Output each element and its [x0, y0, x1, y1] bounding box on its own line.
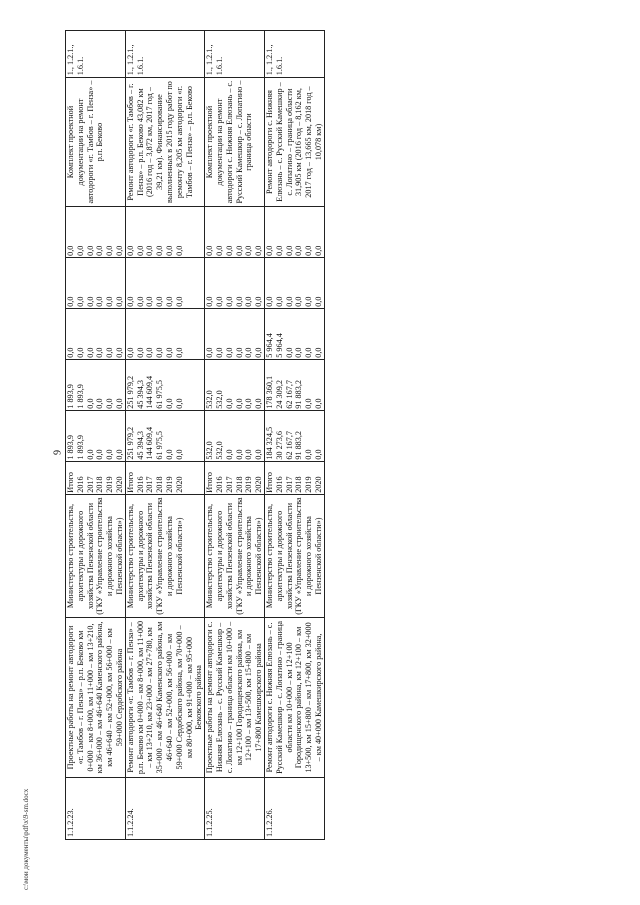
- year-list: [125, 461, 204, 494]
- funding-f2-value: 0,0: [244, 398, 254, 409]
- funding-f3-value: 0,0: [114, 347, 124, 358]
- funding-f4-value: 0,0: [105, 296, 115, 307]
- funding-f2-value: 45 394,3: [135, 380, 145, 409]
- funding-f4: [125, 257, 204, 308]
- table-row: [125, 31, 204, 840]
- year-list-value: 2018: [155, 476, 165, 493]
- funding-f5-value: 0,0: [66, 245, 75, 256]
- funding-f5-value: 0,0: [264, 245, 274, 256]
- funding-f4-value: 0,0: [164, 296, 174, 307]
- funding-f4-value: 0,0: [264, 296, 274, 307]
- file-path-footer: c:\мои документы\pdf\x\9-sm.docx: [22, 788, 30, 890]
- year-list-value: Итого: [264, 472, 274, 493]
- row-number: [125, 777, 204, 839]
- funding-f4: [205, 257, 265, 308]
- expected-result-text: Ремонт автодороги с. Нижняя Елюзань – с. Русский Камешкир – с. Лопатино – граница области 31,905 км (2016 год – 8,162 км, 2017 год – 13,665 км, 2018 год – 10,078 км): [264, 82, 323, 202]
- funding-f2-value: 251 979,2: [125, 375, 135, 409]
- funding-f2: [66, 359, 126, 410]
- year-list-value: 2018: [95, 476, 105, 493]
- funding-f3-value: 0,0: [205, 347, 215, 358]
- funding-f2-value: 0,0: [164, 398, 174, 409]
- funding-f3-value: 0,0: [125, 347, 135, 358]
- funding-f3-value: 0,0: [95, 347, 105, 358]
- year-list-value: 2019: [304, 476, 314, 493]
- funding-f5-value: 0,0: [114, 245, 124, 256]
- funding-f1-value: 61 975,5: [155, 430, 165, 460]
- indicator-link: [205, 31, 265, 78]
- funding-f1: [205, 410, 265, 461]
- year-list-value: Итого: [66, 472, 75, 493]
- funding-f3-value: 0,0: [174, 347, 184, 358]
- funding-f2: [205, 359, 265, 410]
- funding-f5-value: 0,0: [85, 245, 95, 256]
- funding-f1: [125, 410, 204, 461]
- row-number: [264, 777, 324, 839]
- funding-f1-value: 0,0: [224, 449, 234, 460]
- funding-f2-value: 144 609,4: [145, 375, 155, 409]
- funding-f5-value: 0,0: [155, 245, 165, 256]
- funding-f4-value: 0,0: [234, 296, 244, 307]
- funding-f5-value: 0,0: [105, 245, 115, 256]
- year-list-value: 2020: [114, 476, 124, 493]
- funding-f5-value: 0,0: [244, 245, 254, 256]
- funding-f2-value: 0,0: [95, 398, 105, 409]
- funding-f3-value: 0,0: [164, 347, 174, 358]
- program-activities-table: [65, 30, 325, 840]
- funding-f1-value: 62 167,7: [284, 430, 294, 460]
- funding-f1-value: 0,0: [174, 449, 184, 460]
- executor-text: Министерство строительства, архитектуры и дорожного хозяйства Пензенской области (ГКУ «Управление строительства и дорожного хозяйства Пензенской области»): [66, 497, 124, 615]
- funding-f5-value: 0,0: [304, 245, 314, 256]
- year-list-value: Итого: [125, 472, 135, 493]
- funding-f4-value: 0,0: [313, 296, 323, 307]
- funding-f5-value: 0,0: [274, 245, 284, 256]
- funding-f3: [125, 308, 204, 359]
- funding-f1: [66, 410, 126, 461]
- year-list-value: 2017: [145, 476, 155, 493]
- funding-f4-value: 0,0: [254, 296, 264, 307]
- funding-f2-value: 0,0: [313, 398, 323, 409]
- work-description-text: Проектные работы на ремонт автодороги с. Нижняя Елюзань – с. Русский Камешкир – с. Лопатино – граница области км 10+000 – км 12+100 Городищенского района, км 12+100 – км 13+500, км 15+800 – км 17+800 Камешкирского района: [205, 621, 264, 774]
- executor-text: Министерство строительства, архитектуры и дорожного хозяйства Пензенской области (ГКУ «Управление строительства и дорожного хозяйства Пензенской области»): [205, 497, 264, 615]
- expected-result-text: Комплект проектной документации на ремонт автодороги с. Нижняя Елюзань – с. Русский Камешкир – с. Лопатино – граница области: [205, 80, 254, 204]
- funding-f2-value: 0,0: [114, 398, 124, 409]
- year-list-value: 2016: [274, 476, 284, 493]
- expected-result: [264, 78, 324, 207]
- funding-f5-value: 0,0: [224, 245, 234, 256]
- funding-f2-value: 24 309,2: [274, 380, 284, 409]
- funding-f1-value: 0,0: [244, 449, 254, 460]
- year-list-value: 2017: [85, 476, 95, 493]
- funding-f1-value: 1 893,9: [66, 435, 75, 460]
- year-list-value: 2018: [234, 476, 244, 493]
- funding-f1-value: 251 979,2: [125, 426, 135, 460]
- year-list-value: 2019: [164, 476, 174, 493]
- row-number-text: 1.1.2.23.: [66, 808, 75, 837]
- funding-f5-value: 0,0: [205, 245, 215, 256]
- year-list-value: Итого: [205, 472, 215, 493]
- funding-f3-value: 0,0: [313, 347, 323, 358]
- expected-result: [125, 78, 204, 207]
- funding-f2-value: 61 975,5: [155, 380, 165, 409]
- funding-f2-value: 0,0: [85, 398, 95, 409]
- funding-f1-value: 1 893,9: [75, 435, 85, 460]
- funding-f3-value: 5 964,4: [274, 333, 284, 358]
- funding-f3: [66, 308, 126, 359]
- funding-f3: [264, 308, 324, 359]
- year-list-value: 2016: [135, 476, 145, 493]
- year-list-value: 2017: [284, 476, 294, 493]
- funding-f5-value: 0,0: [95, 245, 105, 256]
- table-body: [66, 31, 325, 840]
- funding-f4-value: 0,0: [224, 296, 234, 307]
- funding-f2-value: 0,0: [254, 398, 264, 409]
- funding-f1-value: 0,0: [313, 449, 323, 460]
- funding-f3-value: 0,0: [145, 347, 155, 358]
- funding-f3-value: 0,0: [304, 347, 314, 358]
- funding-f3-value: 5 964,4: [264, 333, 274, 358]
- funding-f1: [264, 410, 324, 461]
- funding-f1-value: 30 273,6: [274, 430, 284, 460]
- funding-f3-value: 0,0: [105, 347, 115, 358]
- executor: [205, 494, 265, 618]
- funding-f2: [264, 359, 324, 410]
- expected-result: [205, 78, 265, 207]
- row-number-text: 1.1.2.26.: [264, 808, 274, 837]
- funding-f4-value: 0,0: [145, 296, 155, 307]
- year-list-value: 2016: [75, 476, 85, 493]
- funding-f4-value: 0,0: [274, 296, 284, 307]
- year-list-value: 2018: [294, 476, 304, 493]
- funding-f4-value: 0,0: [205, 296, 215, 307]
- work-description-text: Ремонт автодороги «г. Тамбов – г. Пенза» – р.п. Беково км 0+000 – км 8+000, км 11+000 – км 13+210, км 23+000 – км 27+780, км 35+000 – км 46+640 Каменского района, км 46+640 – км 52+000, км 56+000 – км 59+000 Сердобского района, км 70+000 – км 80+000, км 91+000 – км 95+000 Бековского района: [125, 620, 204, 775]
- funding-f5-value: 0,0: [174, 245, 184, 256]
- funding-f4-value: 0,0: [85, 296, 95, 307]
- funding-f4: [66, 257, 126, 308]
- work-description: [264, 618, 324, 777]
- funding-f1-value: 144 609,4: [145, 426, 155, 460]
- funding-f5: [125, 206, 204, 257]
- work-description: [125, 618, 204, 777]
- indicator-link: [125, 31, 204, 78]
- funding-f1-value: 0,0: [95, 449, 105, 460]
- funding-f3-value: 0,0: [155, 347, 165, 358]
- funding-f2-value: 0,0: [304, 398, 314, 409]
- funding-f3-value: 0,0: [85, 347, 95, 358]
- rotated-table-wrapper: [65, 30, 605, 840]
- funding-f3-value: 0,0: [284, 347, 294, 358]
- funding-f3-value: 0,0: [214, 347, 224, 358]
- row-number-text: 1.1.2.24.: [125, 808, 135, 837]
- funding-f4-value: 0,0: [244, 296, 254, 307]
- funding-f2-value: 532,0: [205, 390, 215, 409]
- funding-f4-value: 0,0: [135, 296, 145, 307]
- indicator-link-text: 1., 1.2.1., 1.6.1.: [264, 44, 284, 76]
- funding-f4-value: 0,0: [304, 296, 314, 307]
- row-number: [66, 777, 126, 839]
- funding-f2-value: 0,0: [234, 398, 244, 409]
- year-list-value: 2020: [174, 476, 184, 493]
- funding-f4-value: 0,0: [114, 296, 124, 307]
- funding-f2-value: 91 883,2: [294, 380, 304, 409]
- funding-f1-value: 0,0: [105, 449, 115, 460]
- funding-f1-value: 0,0: [254, 449, 264, 460]
- funding-f2: [125, 359, 204, 410]
- funding-f2-value: 62 167,7: [284, 380, 294, 409]
- funding-f3-value: 0,0: [66, 347, 75, 358]
- funding-f5-value: 0,0: [294, 245, 304, 256]
- work-description-text: Проектные работы на ремонт автодороги «г. Тамбов – г. Пенза» – р.п. Беково км 0+000 – км 8+000, км 11+000 – км 13+210, км 36+000 – км 46+640 Каменского района, км 46+640 – км 52+000, км 56+000 – км 59+000 Сердобского района: [66, 621, 124, 774]
- funding-f4-value: 0,0: [66, 296, 75, 307]
- funding-f1-value: 0,0: [304, 449, 314, 460]
- funding-f3-value: 0,0: [294, 347, 304, 358]
- funding-f5: [205, 206, 265, 257]
- funding-f4-value: 0,0: [95, 296, 105, 307]
- funding-f3-value: 0,0: [244, 347, 254, 358]
- funding-f5-value: 0,0: [214, 245, 224, 256]
- page-number: 9: [52, 450, 64, 455]
- funding-f5-value: 0,0: [145, 245, 155, 256]
- funding-f5-value: 0,0: [164, 245, 174, 256]
- funding-f4-value: 0,0: [284, 296, 294, 307]
- funding-f5-value: 0,0: [284, 245, 294, 256]
- year-list-value: 2020: [254, 476, 264, 493]
- funding-f1-value: 532,0: [205, 441, 215, 460]
- funding-f4-value: 0,0: [75, 296, 85, 307]
- expected-result-text: Комплект проектной документации на ремонт автодороги «г. Тамбов – г. Пенза» – р.п. Беково: [66, 80, 105, 204]
- funding-f1-value: 0,0: [85, 449, 95, 460]
- funding-f2-value: 178 360,1: [264, 375, 274, 409]
- funding-f1-value: 45 394,3: [135, 430, 145, 460]
- year-list-value: 2016: [214, 476, 224, 493]
- indicator-link: [264, 31, 324, 78]
- funding-f2-value: 0,0: [174, 398, 184, 409]
- funding-f3-value: 0,0: [224, 347, 234, 358]
- executor-text: Министерство строительства, архитектуры и дорожного хозяйства Пензенской области (ГКУ «Управление строительства и дорожного хозяйства Пензенской области»): [125, 497, 184, 615]
- funding-f1-value: 0,0: [234, 449, 244, 460]
- table-row: [66, 31, 126, 840]
- executor: [66, 494, 126, 618]
- row-number-text: 1.1.2.25.: [205, 808, 215, 837]
- funding-f2-value: 0,0: [224, 398, 234, 409]
- year-list: [205, 461, 265, 494]
- funding-f1-value: 0,0: [114, 449, 124, 460]
- funding-f5-value: 0,0: [254, 245, 264, 256]
- table-row: [205, 31, 265, 840]
- funding-f5-value: 0,0: [313, 245, 323, 256]
- year-list-value: 2017: [224, 476, 234, 493]
- year-list-value: 2019: [244, 476, 254, 493]
- funding-f3-value: 0,0: [75, 347, 85, 358]
- funding-f4-value: 0,0: [294, 296, 304, 307]
- funding-f4-value: 0,0: [125, 296, 135, 307]
- funding-f5-value: 0,0: [125, 245, 135, 256]
- expected-result-text: Ремонт автодороги «г. Тамбов – г. Пенза» – р.п. Беково 43,082 км (2016 год – 3,872 км, 2017 год – 39,21 км). Финансирование выполненных в 2015 году работ по ремонту 8,205 км автодороги «г. Тамбов – г. Пенза» – р.п. Беково: [125, 81, 194, 203]
- funding-f3-value: 0,0: [135, 347, 145, 358]
- year-list: [264, 461, 324, 494]
- funding-f4-value: 0,0: [214, 296, 224, 307]
- indicator-link-text: 1., 1.2.1., 1.6.1.: [205, 44, 224, 76]
- executor-text: Министерство строительства, архитектуры и дорожного хозяйства Пензенской области (ГКУ «Управление строительства и дорожного хозяйства Пензенской области»): [264, 497, 323, 615]
- funding-f1-value: 184 324,5: [264, 426, 274, 460]
- funding-f1-value: 532,0: [214, 441, 224, 460]
- work-description: [66, 618, 126, 777]
- year-list-value: 2019: [105, 476, 115, 493]
- funding-f5: [66, 206, 126, 257]
- funding-f5-value: 0,0: [75, 245, 85, 256]
- funding-f3: [205, 308, 265, 359]
- indicator-link-text: 1., 1.2.1., 1.6.1.: [125, 44, 145, 76]
- funding-f5-value: 0,0: [135, 245, 145, 256]
- funding-f2-value: 1 893,9: [66, 384, 75, 409]
- funding-f5: [264, 206, 324, 257]
- funding-f5-value: 0,0: [234, 245, 244, 256]
- executor: [264, 494, 324, 618]
- year-list: [66, 461, 126, 494]
- row-number: [205, 777, 265, 839]
- funding-f3-value: 0,0: [254, 347, 264, 358]
- table-row: [264, 31, 324, 840]
- indicator-link: [66, 31, 126, 78]
- funding-f2-value: 532,0: [214, 390, 224, 409]
- year-list-value: 2020: [313, 476, 323, 493]
- funding-f4: [264, 257, 324, 308]
- funding-f2-value: 0,0: [105, 398, 115, 409]
- funding-f1-value: 0,0: [164, 449, 174, 460]
- work-description-text: Ремонт автодороги с. Нижняя Елюзань – с. Русский Камешкир – с. Лопатино – граница области км 10+000 – км 12+100 Городищенского района, км 12+100 – км 13+500, км 15+800 – км 17+800, км 32+000 – км 40+000 Камешкирского района,: [264, 621, 323, 774]
- funding-f4-value: 0,0: [155, 296, 165, 307]
- funding-f3-value: 0,0: [234, 347, 244, 358]
- funding-f1-value: 91 883,2: [294, 430, 304, 460]
- expected-result: [66, 78, 126, 207]
- funding-f4-value: 0,0: [174, 296, 184, 307]
- funding-f2-value: 1 893,9: [75, 384, 85, 409]
- executor: [125, 494, 204, 618]
- work-description: [205, 618, 265, 777]
- indicator-link-text: 1., 1.2.1., 1.6.1.: [66, 44, 85, 76]
